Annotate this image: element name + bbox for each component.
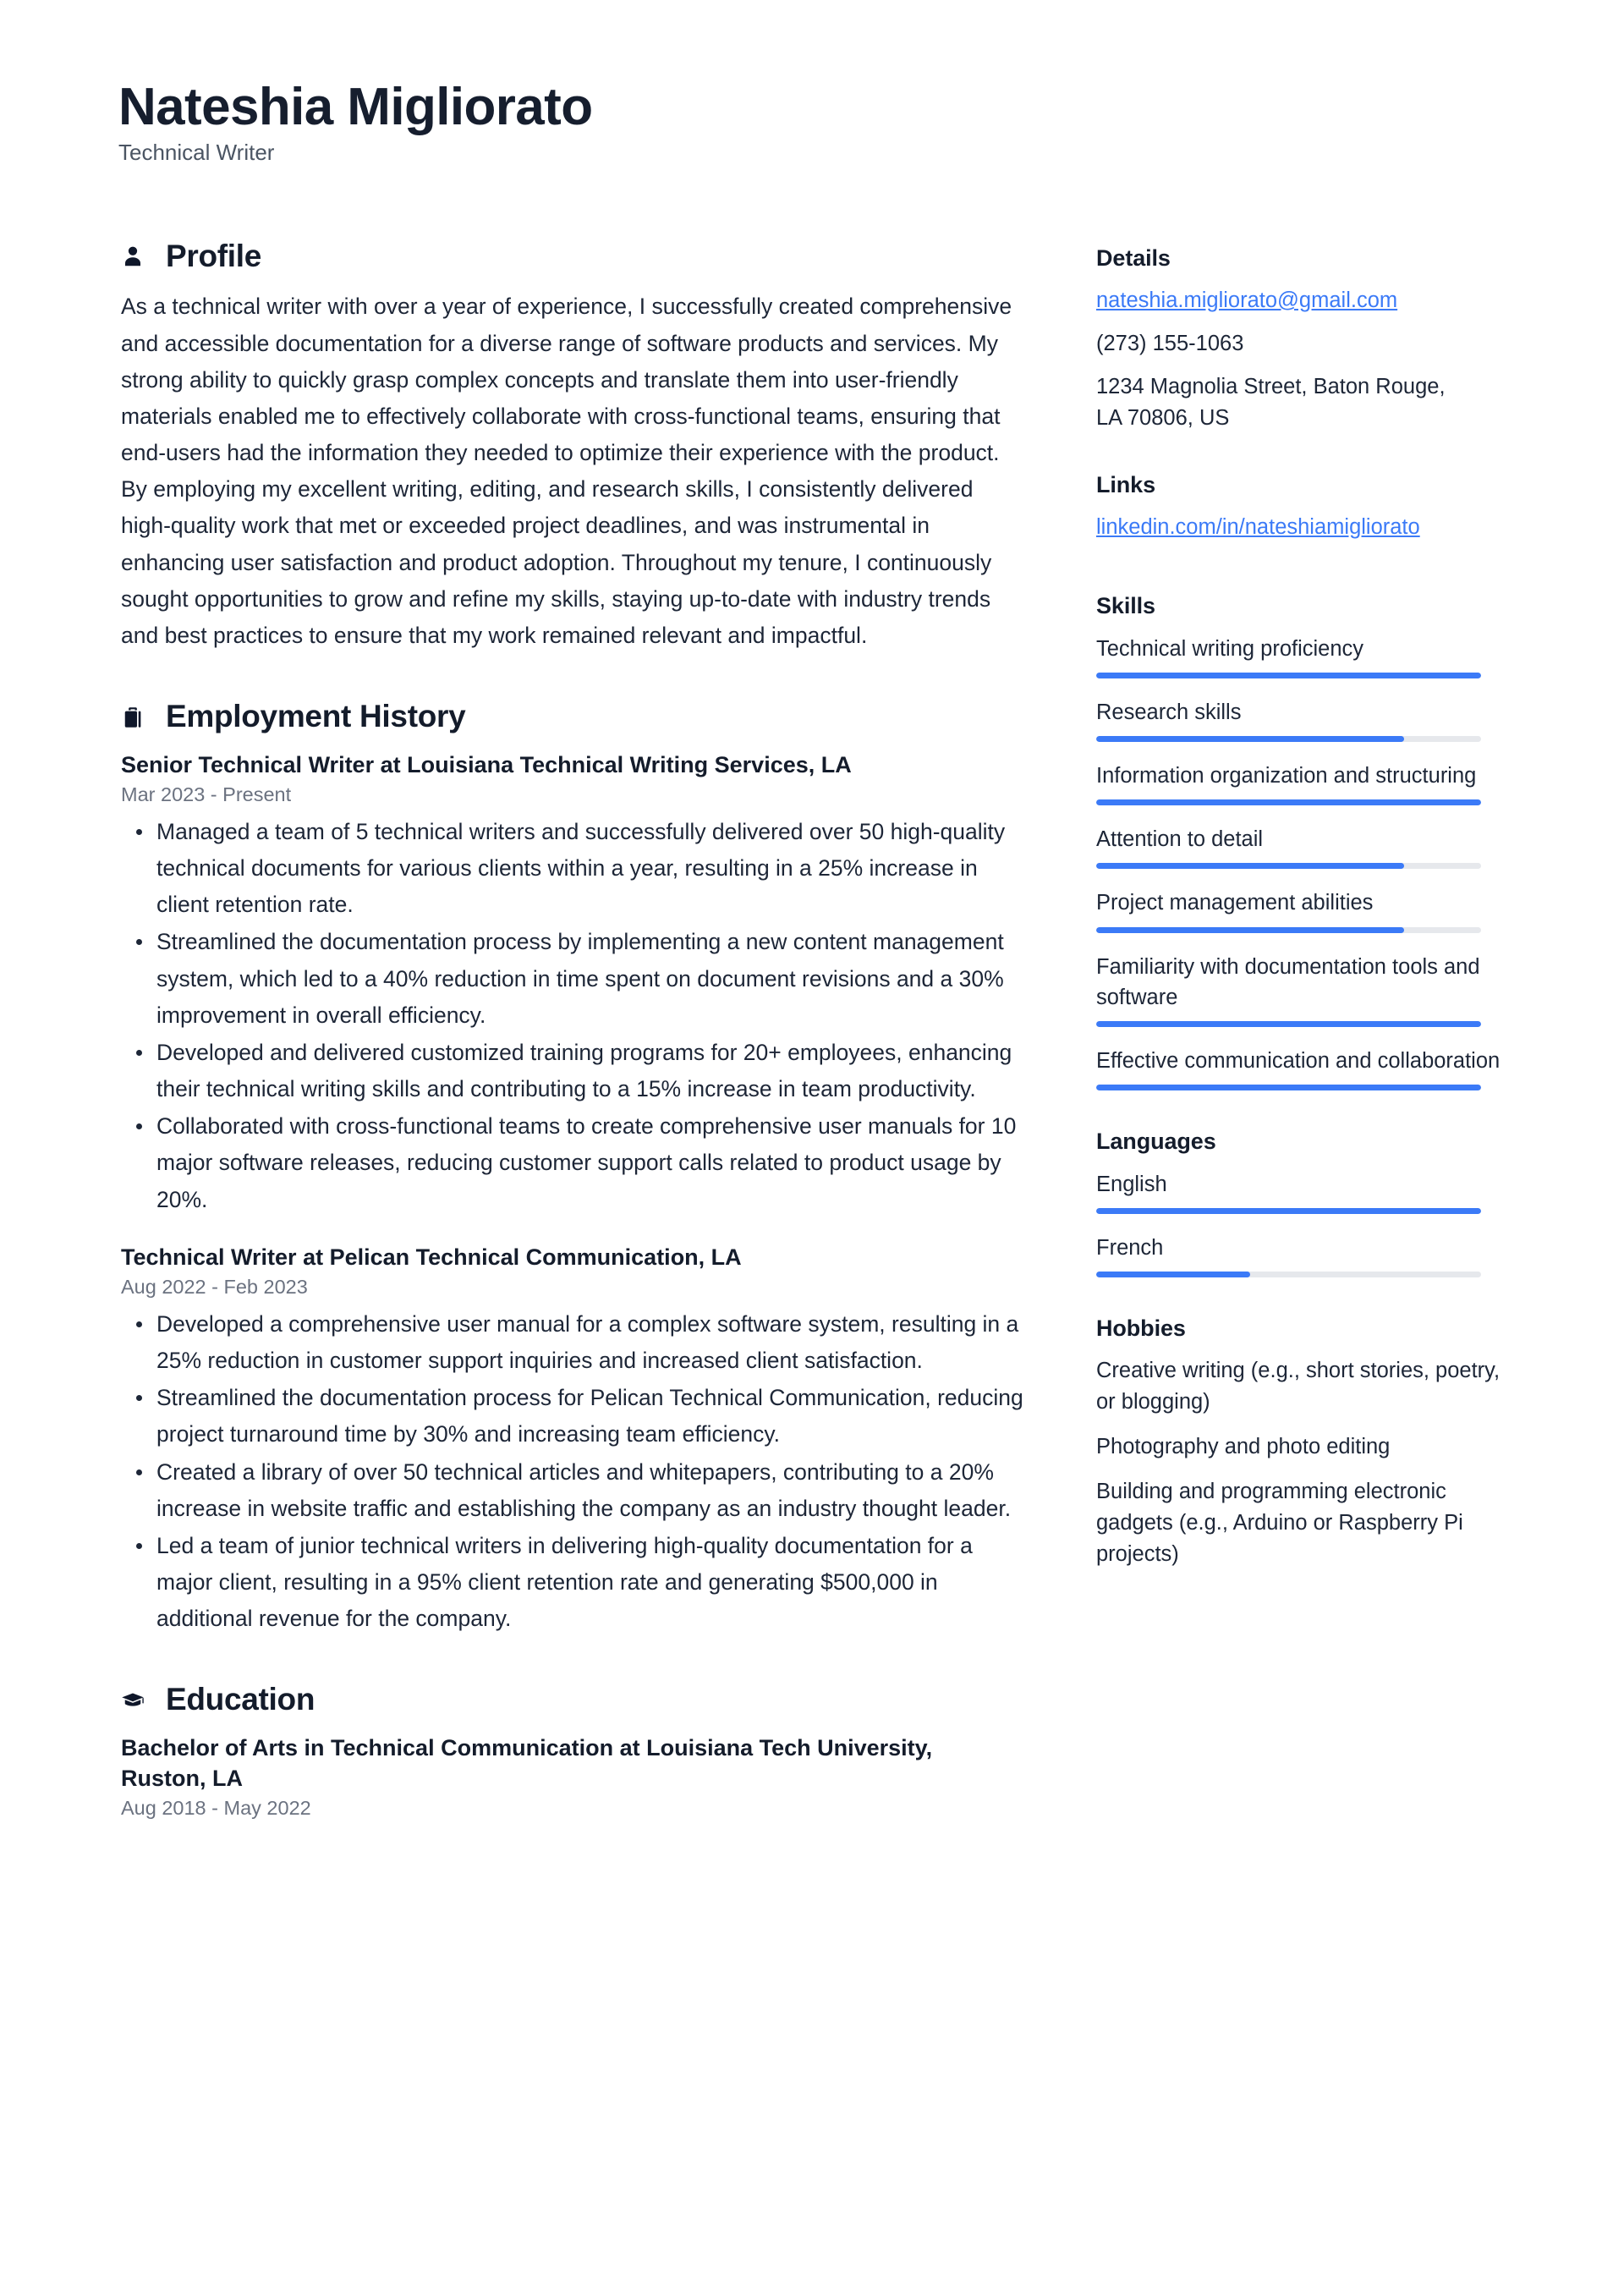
skill-meter-fill xyxy=(1096,736,1404,742)
skill-label: Research skills xyxy=(1096,700,1242,724)
linkedin-link[interactable]: linkedin.com/in/nateshiamigliorato xyxy=(1096,515,1420,540)
section-employment-history xyxy=(118,700,1023,1637)
skill-meter-track xyxy=(1096,1085,1481,1090)
skill-label: Information organization and structuring xyxy=(1096,764,1477,788)
skill-row xyxy=(1096,761,1519,805)
briefcase-icon xyxy=(118,703,147,732)
skill-row xyxy=(1096,952,1519,1027)
phone-number: (273) 155-1063 xyxy=(1096,332,1244,356)
list-item: Developed and delivered customized training programs for 20+ employees, enhancing their technical writing skills and contributing to a 15% increase in team productivity. xyxy=(121,1035,1023,1107)
section-education-header xyxy=(118,1683,1023,1717)
education-entry xyxy=(118,1733,1023,1822)
email-link[interactable]: nateshia.migliorato@gmail.com xyxy=(1096,288,1398,313)
sidebar-details-title: Details xyxy=(1096,244,1171,271)
list-item: Streamlined the documentation process by implementing a new content management system, which led to a 40% reduction in time spent on document revisions and a 30% improvement in overall efficiency. xyxy=(121,924,1023,1034)
list-item: Streamlined the documentation process for Pelican Technical Communication, reducing project turnaround time by 30% and increasing team efficiency. xyxy=(121,1380,1023,1453)
skill-label: Project management abilities xyxy=(1096,891,1374,915)
employment-entry-title: Technical Writer at Pelican Technical Communication, LA xyxy=(121,1244,742,1270)
sidebar-languages-title: Languages xyxy=(1096,1129,1216,1155)
skill-label: Attention to detail xyxy=(1096,827,1264,852)
employment-entry-bullets xyxy=(121,1306,1023,1638)
address-line-2: LA 70806, US xyxy=(1096,405,1230,430)
sidebar-block-skills xyxy=(1096,592,1519,1090)
skill-label: Familiarity with documentation tools and software xyxy=(1096,954,1480,1009)
sidebar-skills-title: Skills xyxy=(1096,593,1155,619)
list-item: Managed a team of 5 technical writers and successfully delivered over 50 high-quality technical documents for various clients within a year, resulting in a 25% increase in client retention rate. xyxy=(121,814,1023,924)
graduation-cap-icon xyxy=(118,1686,147,1715)
sidebar-block-languages xyxy=(1096,1128,1519,1277)
skill-meter-track xyxy=(1096,736,1481,742)
section-profile xyxy=(118,239,1023,655)
sidebar-hobbies-title: Hobbies xyxy=(1096,1316,1186,1342)
skill-meter-fill xyxy=(1096,1021,1481,1027)
address-line-1: 1234 Magnolia Street, Baton Rouge, xyxy=(1096,374,1446,398)
skill-row xyxy=(1096,1046,1519,1090)
resume-header xyxy=(118,80,1518,167)
hobby-item: Building and programming electronic gadgets (e.g., Arduino or Raspberry Pi projects) xyxy=(1096,1480,1463,1567)
skill-row xyxy=(1096,634,1519,678)
skill-meter-track xyxy=(1096,1021,1481,1027)
language-meter-track xyxy=(1096,1272,1481,1277)
employment-entry-bullets xyxy=(121,814,1023,1218)
sidebar-block-hobbies xyxy=(1096,1315,1519,1570)
sidebar-block-links xyxy=(1096,471,1519,555)
education-entry-title: Bachelor of Arts in Technical Communication at Louisiana Tech University, Ruston, LA xyxy=(121,1735,933,1792)
resume-body xyxy=(118,239,1518,1828)
list-item: Created a library of over 50 technical articles and whitepapers, contributing to a 20% increase in website traffic and establishing the company as an industry thought leader. xyxy=(121,1454,1023,1527)
section-employment-title: Employment History xyxy=(166,699,466,734)
section-profile-header xyxy=(118,239,1023,274)
language-meter-fill xyxy=(1096,1272,1250,1277)
employment-entry-date: Mar 2023 - Present xyxy=(121,783,292,806)
skill-row xyxy=(1096,697,1519,742)
language-meter-fill xyxy=(1096,1208,1481,1214)
skill-meter-fill xyxy=(1096,927,1404,933)
section-profile-title: Profile xyxy=(166,238,262,273)
skill-meter-fill xyxy=(1096,799,1481,805)
section-education-title: Education xyxy=(166,1682,315,1717)
sidebar-column xyxy=(1096,239,1519,1571)
skill-meter-track xyxy=(1096,799,1481,805)
section-education xyxy=(118,1683,1023,1822)
employment-entry-title: Senior Technical Writer at Louisiana Technical Writing Services, LA xyxy=(121,751,852,777)
skill-label: Effective communication and collaboration xyxy=(1096,1049,1501,1074)
language-meter-track xyxy=(1096,1208,1481,1214)
skill-row xyxy=(1096,824,1519,869)
hobby-item: Photography and photo editing xyxy=(1096,1435,1391,1459)
skill-meter-fill xyxy=(1096,1085,1481,1090)
sidebar-block-details xyxy=(1096,244,1519,434)
language-label: French xyxy=(1096,1235,1164,1260)
section-employment-header xyxy=(118,700,1023,734)
person-icon xyxy=(118,242,147,271)
skill-row xyxy=(1096,887,1519,932)
sidebar-links-title: Links xyxy=(1096,471,1156,497)
skill-label: Technical writing proficiency xyxy=(1096,636,1364,661)
hobby-item: Creative writing (e.g., short stories, poetry, or blogging) xyxy=(1096,1359,1501,1414)
main-column xyxy=(118,239,1023,1828)
education-entry-date: Aug 2018 - May 2022 xyxy=(121,1797,311,1820)
skill-meter-fill xyxy=(1096,673,1481,678)
skill-meter-track xyxy=(1096,927,1481,933)
list-item: Collaborated with cross-functional teams to create comprehensive user manuals for 10 major software releases, reducing customer support calls related to product usage by 20%. xyxy=(121,1108,1023,1218)
candidate-job-title: Technical Writer xyxy=(118,140,275,166)
candidate-name: Nateshia Migliorato xyxy=(118,78,593,136)
employment-entry-date: Aug 2022 - Feb 2023 xyxy=(121,1276,308,1299)
skill-meter-track xyxy=(1096,673,1481,678)
language-label: English xyxy=(1096,1172,1167,1196)
skill-meter-track xyxy=(1096,863,1481,869)
employment-entry xyxy=(118,1242,1023,1638)
profile-summary-text: As a technical writer with over a year of experience, I successfully created comprehensive and accessible documentation for a diverse range of software products and services. My strong ability to quickly grasp complex concepts and translate them into user-friendly materials enabled me to effectively collaborate with cross-functional teams, ensuring that end-users had the information they needed to optimize their experience with the product. By employing my excellent writing, editing, and research skills, I consistently delivered high-quality work that met or exceeded project deadlines, and was instrumental in enhancing user satisfaction and product adoption. Throughout my tenure, I continuously sought opportunities to grow and refine my skills, staying up-to-date with industry trends and best practices to ensure that my work remained relevant and impactful. xyxy=(121,294,1012,649)
list-item: Led a team of junior technical writers in delivering high-quality documentation for a major client, resulting in a 95% client retention rate and generating $500,000 in additional revenue for the company. xyxy=(121,1528,1023,1638)
list-item: Developed a comprehensive user manual for a complex software system, resulting in a 25% reduction in customer support inquiries and increased client satisfaction. xyxy=(121,1306,1023,1379)
language-row xyxy=(1096,1233,1519,1277)
skill-meter-fill xyxy=(1096,863,1404,869)
employment-entry xyxy=(118,750,1023,1218)
language-row xyxy=(1096,1169,1519,1214)
